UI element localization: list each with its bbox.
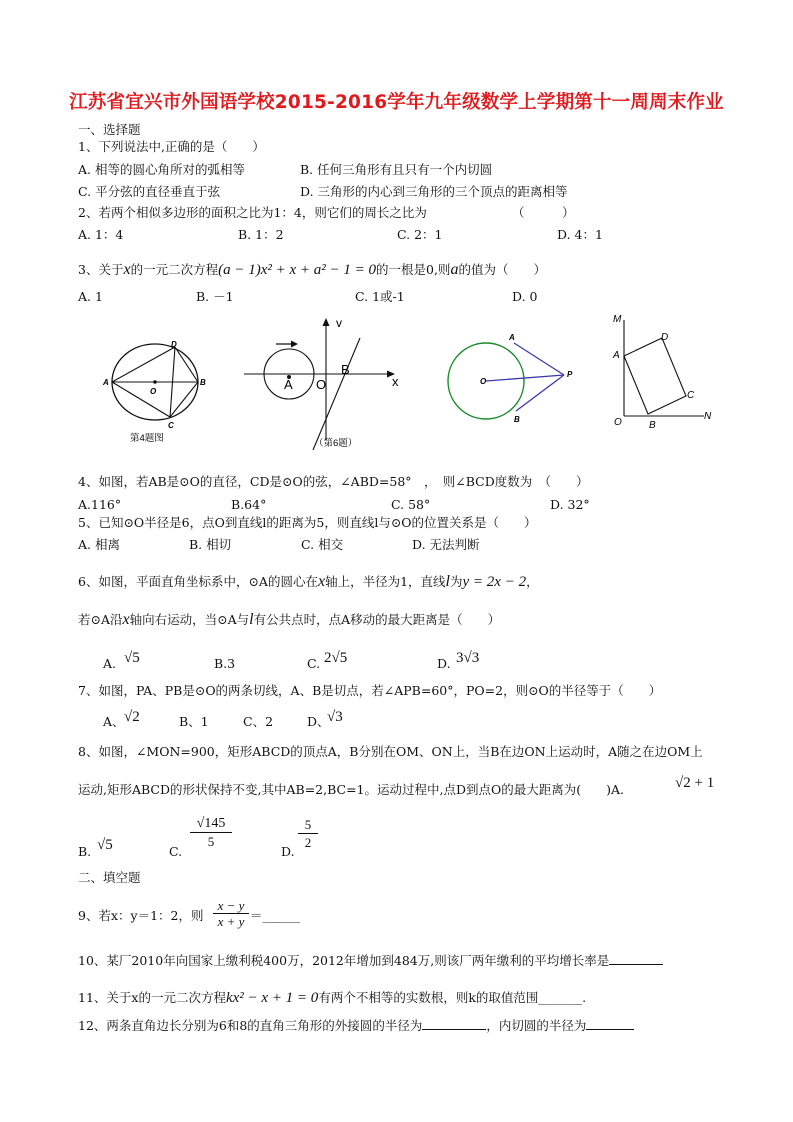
fig6-label-x: x [392,374,399,389]
q8-stem-line2: 运动,矩形ABCD的形状保持不变,其中AB=2,BC=1。运动过程中,点D到点O的最大距离为( )A. [78,782,624,797]
q4-option-c: C. 58° [391,497,431,512]
q1-option-c: C. 平分弦的直径垂直于弦 [78,184,221,199]
q8-option-d: D. [281,844,295,859]
q8-option-d-fraction [298,817,318,851]
q2-option-c: C. 2：1 [397,227,443,242]
q8-option-c-denominator: 5 [190,832,232,850]
q5-option-a: A. 相离 [78,537,120,552]
q4-option-b: B.64° [231,497,267,512]
q6-option-a: A. [103,656,117,671]
q3-equation: (a − 1)x² + x + a² − 1 = 0 [218,262,376,278]
fig6-label-y: v [336,316,342,330]
q9-numerator: x − y [217,898,245,913]
fig4-label-o: O [150,387,157,396]
q7-option-c: C、2 [243,714,274,729]
fig8-label-m: M [613,314,622,325]
q8-option-b: B. [78,844,92,859]
q1-option-b: B. 任何三角形有且只有一个内切圆 [300,162,493,177]
q6-stem-line2: 若⊙A沿x轴向右运动，当⊙A与l有公共点时，点A移动的最大距离是（ ） [78,611,501,628]
q12-inradius-blank [586,1017,634,1030]
fig4-caption: 第4题图 [130,433,164,444]
q8-option-c: C. [169,844,183,859]
fig8-label-c: C [687,390,695,401]
q10-stem: 10、某厂2010年向国家上缴利税400万，2012年增加到484万,则该厂两年缴利的平均增长率是 [78,952,663,969]
q1-option-d: D. 三角形的内心到三角形的三个顶点的距离相等 [300,184,568,199]
fig7-label-a: A [509,333,515,342]
fig4-label-c: C [168,421,174,430]
q2-stem: 2、若两个相似多边形的面积之比为1：4，则它们的周长之比为 [78,205,427,220]
fig8-label-a: A [613,350,620,361]
q8-stem-line1: 8、如图，∠MON=900，矩形ABCD的顶点A，B分别在OM、ON上，当B在边ON上运动时，A随之在边OM上 [78,744,703,759]
q6-option-d-value: 3√3 [456,650,480,666]
fig7-label-p: P [567,370,573,379]
q7-stem: 7、如图，PA、PB是⊙O的两条切线，A、B是切点，若∠APB=60°，PO=2，则⊙O的半径等于（ ） [78,683,662,698]
q5-option-c: C. 相交 [301,537,344,552]
q3-option-d: D. 0 [512,289,538,304]
q10-answer-blank [609,952,663,965]
q9-denominator: x + y [213,913,249,930]
q3-var-a: a [450,261,459,278]
q8-option-c-fraction [190,815,232,850]
fig8-label-b: B [649,420,656,431]
q2-option-b: B. 1：2 [238,227,284,242]
q3-option-c: C. 1或-1 [355,289,405,304]
q6-stem-line1: 6、如图，平面直角坐标系中，⊙A的圆心在x轴上，半径为1，直线l为y = 2x − 2， [78,573,539,590]
q12-circumradius-blank [422,1017,486,1030]
fig6-caption: （第6题） [314,438,358,449]
q11-equation: kx² − x + 1 = 0 [225,990,319,1006]
fig7-label-o: O [480,377,487,386]
q11-stem: 11、关于x的一元二次方程kx² − x + 1 = 0有两个不相等的实数根，则k的取值范围_______. [78,990,587,1006]
q9-answer-blank: ＝______ [250,908,301,923]
fig4-label-a: A [103,378,109,387]
q7-option-d: D、 [307,714,330,729]
q8-option-a-value: √2 + 1 [675,775,715,791]
q7-option-a: A、 [103,714,125,729]
q8-option-c-numerator: √145 [196,816,226,831]
q8-option-d-denominator: 2 [298,833,318,851]
q2-option-d: D. 4：1 [557,227,603,242]
fig8-label-d: D [661,332,669,343]
q7-option-d-value: √3 [327,709,343,725]
q4-stem: 4、如图，若AB是⊙O的直径，CD是⊙O的弦，∠ABD=58° ， 则∠BCD度数为 （ ） [78,474,589,489]
figure-q4-circle [100,335,220,450]
q8-option-b-value: √5 [97,837,113,853]
figure-q7-tangents [440,325,580,430]
fig6-label-a: A [284,377,293,392]
q12-stem: 12、两条直角边长分别为6和8的直角三角形的外接圆的半径为 ，内切圆的半径为 [78,1017,634,1034]
q7-option-a-value: √2 [124,709,140,725]
fig4-label-b: B [200,378,206,387]
q3-var-x: x [123,261,131,278]
fig4-label-d: D [171,340,177,349]
figure-q8-rectangle [608,308,718,433]
q3-stem: 3、关于x的一元二次方程(a − 1)x² + x + a² − 1 = 0的一根是0,则a的值为（ ） [78,261,546,278]
q4-option-a: A.116° [78,497,122,512]
section-heading-fill: 二、填空题 [78,870,141,885]
fig6-label-o: O [316,377,327,392]
q6-option-a-value: √5 [124,650,140,666]
q5-stem: 5、已知⊙O半径是6，点O到直线l的距离为5，则直线l与⊙O的位置关系是（ ） [78,515,537,530]
q5-option-b: B. 相切 [189,537,232,552]
q7-option-b: B、1 [179,714,209,729]
q3-option-b: B. －1 [196,289,234,304]
figure-q6-coordinate [240,312,410,452]
q4-option-d: D. 32° [550,497,590,512]
q3-option-a: A. 1 [78,289,103,304]
q2-paren: （ ） [512,205,575,220]
section-heading-choice: 一、选择题 [78,122,141,137]
q1-stem: 1、下列说法中,正确的是（ ） [78,139,265,154]
fig8-label-o: O [614,417,622,428]
fig7-label-b: B [514,415,520,424]
q9-fraction [213,898,249,930]
q9-prefix: 9、若x：y＝1：2，则 [78,908,204,923]
q6-line-equation: y = 2x − 2 [462,574,527,590]
q6-option-d: D. [437,656,451,671]
page-title: 江苏省宜兴市外国语学校2015-2016学年九年级数学上学期第十一周周末作业 [69,92,724,113]
fig8-label-n: N [704,411,712,422]
q8-option-d-numerator: 5 [304,817,312,832]
q2-option-a: A. 1：4 [78,227,124,242]
q6-option-c: C. [307,656,321,671]
q6-option-c-value: 2√5 [324,650,348,666]
fig6-label-b: B [341,362,350,377]
q6-option-b: B.3 [214,656,236,671]
q1-option-a: A. 相等的圆心角所对的弧相等 [78,162,245,177]
q5-option-d: D. 无法判断 [412,537,480,552]
